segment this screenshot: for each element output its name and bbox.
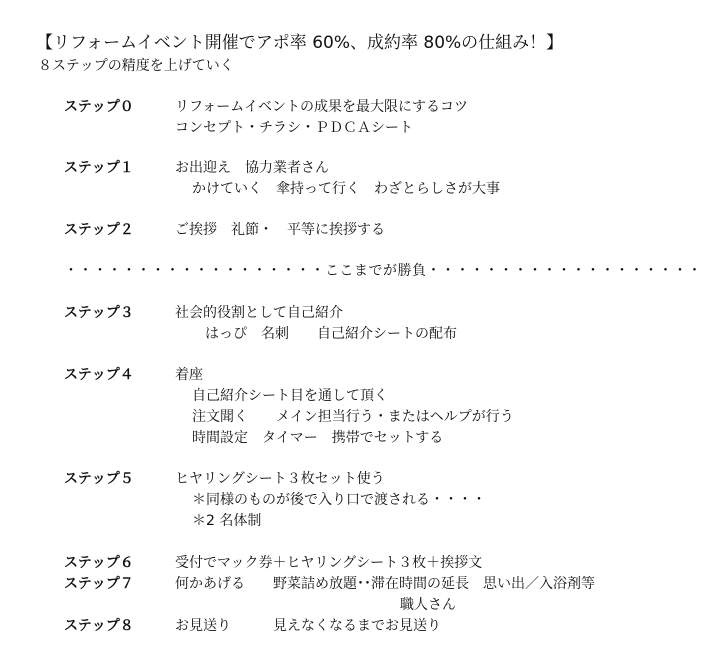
step-3-line-2: はっぴ 名刺 自己紹介シートの配布 xyxy=(205,326,457,342)
step-5-label: ステップ５ xyxy=(64,471,134,487)
step-6-line-1: 受付でマック券＋ヒヤリングシート３枚＋挨拶文 xyxy=(175,555,483,571)
step-0-label: ステップ０ xyxy=(64,99,134,115)
step-7-line-2: 職人さん xyxy=(400,597,456,613)
step-1-label: ステップ１ xyxy=(64,160,134,176)
document-title: 【リフォームイベント開催でアポ率 60%、成約率 80%の仕組み！】 xyxy=(36,33,564,53)
step-4-line-2: 自己紹介シート目を通して頂く xyxy=(192,388,388,404)
document-subtitle: ８ステップの精度を上げていく xyxy=(38,58,234,74)
step-4-line-3: 注文聞く メイン担当行う・またはヘルプが行う xyxy=(192,409,514,425)
step-3-line-1: 社会的役割として自己紹介 xyxy=(175,305,343,321)
step-2-line-1: ご挨拶 礼節・ 平等に挨拶する xyxy=(175,222,385,238)
step-6-label: ステップ６ xyxy=(64,555,134,571)
step-8-line-1: お見送り 見えなくなるまでお見送り xyxy=(175,618,441,634)
step-5-line-2: ＊同様のものが後で入り口で渡される・・・・ xyxy=(192,492,486,508)
step-4-line-4: 時間設定 タイマー 携帯でセットする xyxy=(192,430,444,446)
step-4-label: ステップ４ xyxy=(64,367,134,383)
step-2-label: ステップ２ xyxy=(64,222,134,238)
step-7-line-1: 何かあげる 野菜詰め放題･･滞在時間の延長 思い出／入浴剤等 xyxy=(175,576,595,592)
section-divider: ・・・・・・・・・・・・・・・・・・ここまでが勝負・・・・・・・・・・・・・・・・・・・ xyxy=(64,263,702,279)
step-1-line-1: お出迎え 協力業者さん xyxy=(175,160,329,176)
step-0-line-1: リフォームイベントの成果を最大限にするコツ xyxy=(175,99,469,115)
step-8-label: ステップ８ xyxy=(64,618,134,634)
step-1-line-2: かけていく 傘持って行く わざとらしさが大事 xyxy=(192,181,500,197)
step-3-label: ステップ３ xyxy=(64,305,134,321)
step-0-line-2: コンセプト・チラシ・ＰＤＣＡシート xyxy=(175,120,413,136)
step-5-line-3: ＊2 名体制 xyxy=(192,513,262,529)
step-7-label: ステップ７ xyxy=(64,576,134,592)
step-4-line-1: 着座 xyxy=(175,367,203,383)
step-5-line-1: ヒヤリングシート３枚セット使う xyxy=(175,471,385,487)
